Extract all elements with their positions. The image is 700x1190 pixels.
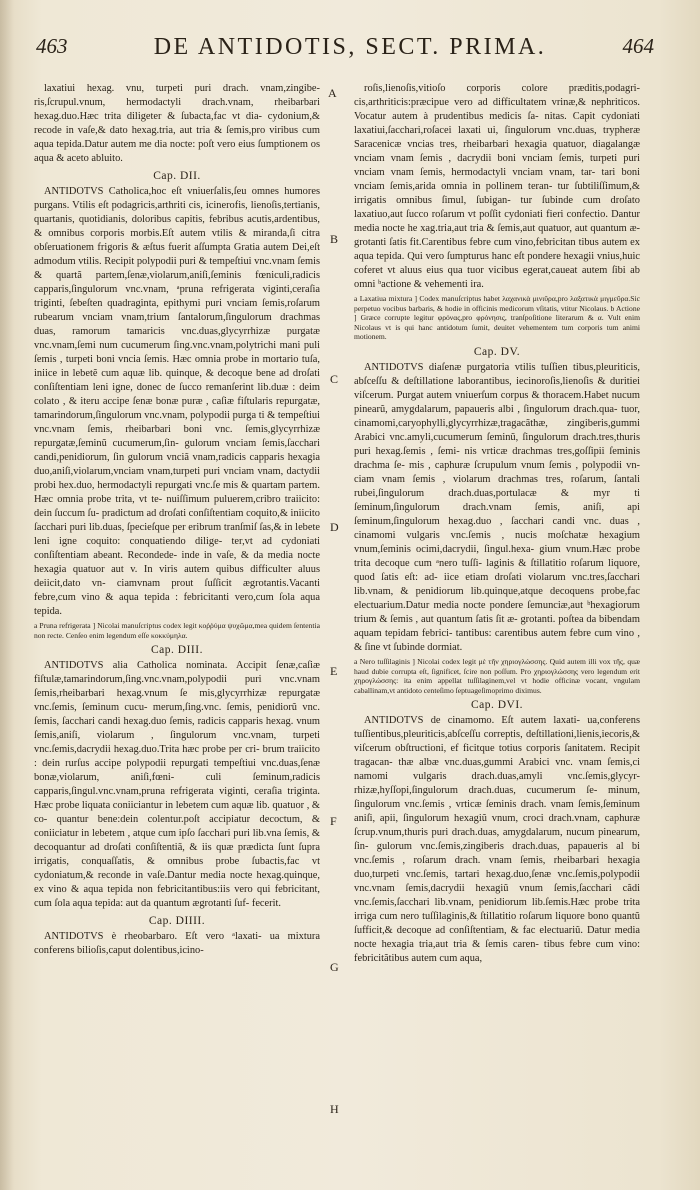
margin-letter-c: C bbox=[330, 372, 339, 386]
chapter-heading: Cap. DVI. bbox=[470, 699, 524, 712]
annotation-note: a Pruna refrigerata ] Nicolai manuſcriptus codex legit κοῤῥύμα ψυχῶμα,mea quidem ſententia non recte. Cenſeo enim legendum eſſe κοκκύμηλα. bbox=[34, 621, 320, 640]
chapter-heading: Cap. DIIII. bbox=[148, 915, 206, 928]
body-paragraph: laxatiui hexag. vnu, turpeti puri drach. vnam,zingibe- ris,ſcrupul.vnum, hermodactyli drach.vnam, rheibarbari hexag.duo.Hæc trita diligeter & ſubacta,fac vt dia- cydonium,& recode in vaſe,& dato hexag.tria, aut tria & ſemis,pro viribus cum aqua tepida.Datur autem me dia nocte: poſt vero eius ſumptionem os aqua & aceto abluito. bbox=[34, 83, 320, 164]
margin-letter-h: H bbox=[330, 1102, 339, 1116]
margin-letter-d: D bbox=[330, 520, 339, 534]
body-paragraph: ANTIDOTVS alia Catholica nominata. Accipit ſenæ,caſiæ fiſtulæ,tamarindorum,ſing.vnc.vnam,polypodii puri vnc.vnam ſemis,rheibarbari hexag.vnum ſe mis,glycyrrhizæ repurgatæ vnc.ſemis, ſeminum cucu- merum,ſing.vnc. ſemis, penidiorũ vnc. ſemis, ſacchari candi hexag.duo ſemis, radicis capparis hexag. vnum ſemis,aniſi, violarum , ſingulorum vnc.vnam, turpeti vnc.ſemis,dacrydii hexag.duo.Trita hæc probe per cri- brum traiicito : dein rurſus accipe polypodii repurgati tempeſtiui vnc.duas,ſenæ bonæ,violarum, aniſi,fœni- culi ſeminum,radicis capparis,ſingul.vnc.vnam,pruna refrigerata viginti, ceraſia triginta. Hæc probe liquata coniiciantur in lebetem cum aquæ lib. quatuor , & co- quantur bene:dein colentur.poſt accipiatur decoctum, & coniiciatur in lebetem , atque cum ipſo ſacchari puri lib.vna ſemis, & decoquantur ad droſati conſiſtentiã, & iis quæ prædicta ſunt ſupra irrigatis, conquaſſatis, & omnibus probe ſubactis,fac vt cydoniatum,& reconde in vaſe.Dantur media nocte hexag.quinque, ex vino & aqua tepida non febricitantibus:iis vero qui febricitant, cum ſola aqua tepida: aut da quantum ægrotanti ſuf- fecerit. bbox=[34, 660, 320, 910]
margin-letter-e: E bbox=[330, 664, 338, 678]
chapter-heading: Cap. DIII. bbox=[151, 644, 203, 657]
body-paragraph: ANTIDOTVS diaſenæ purgatoria vtilis tuſſien tibus,pleuriticis, abſceſſu & deſtillatione laborantibus, iecinoroſis,lienoſis & duritiei viſcerum. Purgat autem vniuerſum corpus & thoracem.Habet nucum pinearũ, amygdalarum, papaueris albi , ſingulorum drach.qua- tuor, cinamomi,caryophylli,glycyrrhizæ,tragacãthæ, zingiberis,gummi Arabici vnc.amyli,cucumerum ſeminũ, ſingulorum drach.tres,thuris puri hexag.ſemis , ſemi- nis vrticæ drachmas tres,goſſipii ſeminis drachma ſe- mis , caphuræ ſcrupulum vnum ſemis , polypodii vn- ciam vnam ſemis , violarum drachmas tres, roſarum, ſantali rubei,ſingulorum drach.duas,portulacæ & myr ti ſeminum,ſingulorum drach.vnam ſemis, aniſi, api ſeminum,ſingulorum hexag.duo , ſacchari candi vnc. duas , cinamomi vulgaris vnc.ſemis , nucis moſchatæ hexagium vnum,ſeminis ocimi,dacrydii, ſingul.hexa- gium vnum.Hæc probe trita decoque cum ᵃnero tuſſi- laginis & ſtillatitio roſarum liquore, quod ſatis eſt: ad- iice etiam droſati violarum vnc.tres,ſacchari lib.vnam, & penidiorum lib.quinque,atque decoquens probe,fac electuarium.Datur media nocte pondere ſemunciæ,aut ᵇhexagiorum trium & ſemis , aut quantum ſatis ſit æ- grotanti. poſtea da bibendam aquam tepidam febrici- tantibus: carentibus autem febre cum vino , & ſine vt ſubinde dormiat. bbox=[354, 361, 640, 653]
margin-letter-a: A bbox=[328, 86, 337, 100]
body-paragraph: roſis,lienoſis,vitioſo corporis colore præditis,podagri- cis,arthriticis:præcipue vero ad difficultatem vrinæ,& nephriticos. Vocatur autem à prudentibus medicis ſa- nitas. Capit cydoniati laxatiui,ſacchari,roſacei laxati ui, ſingulorum vnc.duas, trypheræ Saracenicæ vncias tres, rheibarbari hexagia quatuor, diagalangæ vnciam vnam ſemis , dacrydii boni vnciam ſemis, turpeti puri vnciam vnam ſemis, hermodactyli vnciam vnam, tar- tari boni vnciam ſemis,arida omnia in pollinem teran- tur ſubtiliſſimum,& irrigatis omnibus ſimul, ſubigan- tur ſubinde cum droſato laxatiuo,aut ſucco roſarum vt poſſit cydoniati fieri confectio. Dantur media nocte he xag.tria,aut tria & ſemis,aut quatuor, aut quantum æ- grotanti ſatis fit.Carentibus febre cum vino,febricitan tibus autem ex aqua tepida. Qui vero ſumpturus hanc eſt pondere hexagii vnius,huic coferet vt aluus eius qua tuor vicibus egerat,caueat autem ſibi ab omni ᵇactione & vehementi ira. bbox=[354, 83, 640, 290]
binding-shadow bbox=[0, 0, 14, 1190]
margin-letter-b: B bbox=[330, 232, 339, 246]
annotation-note: a Laxatiua mixtura ] Codex manuſcriptus habet λαχανικὰ μινιῦρα,pro λαξατικὰ μιγμεῦρα.Sic perpetuo vocibus barbaris, & hodie in officinis medicorum vſitatis, vtitur Nicolaus. b Actione ] Græce corrupte legitur φρόνας,pro φρόνησις, tranſpoſitione literarum & α. Vult enim Nicolaus vt is qui hanc antidotum ſumit, deuitet vehementem tum corporis tum animi motionem. bbox=[354, 294, 640, 342]
body-paragraph: ANTIDOTVS de cinamomo. Eſt autem laxati- ua,conferens tuſſientibus,pleuriticis,abſceſſu correptis, deſtillationi,lienis,iecoris,& viſcerum obſtructioni, ef ficitque totius corporis ſanitatem. Recipit tragacan- thæ albæ vnc.duas,gummi Arabici vnc. vnam ſemis,ci namomi vulgaris drach.duas,amyli vnc.ſemis,glycyr- rhizæ,hyſſopi,ſingulorum drach.duas, cucumerum ſe- minum, ſingulorum vnc.ſemis , vrticæ ſeminis drach. vnam ſemis,ſeminum aniſi, apii, ſingulorum hexagiũ vnum, croci drach.vnam, caphuræ ſcrup.vnum,thuris puri drach.duas, amygdalarum, nucum pinearum, ſin- gulorum vnc.ſemis,zingiberis drach.duas, papaueris al bi vnc.ſemis , roſarum drach. vnam ſemis, rheibarbari hexagia duo,turpeti vnc.ſemis, tartari hexag.duo,ſenæ vnc.ſemis,polypodii vnc.vnam ſemis,dacrydii hexagiũ vnum ſemis,ſacchari cãdi vnc.ſemis,ſacchari lib.vnam, penidiorum lib.ſemis.Hæc probe trita irriga cum nero tuſſilaginis,& ſtillatitio roſarum liquore bono quantũ ſufficit,& decoque ad conſiſtentiam, & fac electuariũ. Datur media nocte hexagia tria,aut tria & ſemis caren- tibus febre cum vino: febricitãtibus autem cum aqua, bbox=[354, 715, 640, 965]
running-header bbox=[0, 34, 700, 74]
chapter-heading: Cap. DII. bbox=[153, 170, 201, 182]
page-number-left: 463 bbox=[36, 34, 68, 58]
right-column bbox=[354, 82, 640, 966]
chapter-heading: Cap. DV. bbox=[473, 345, 521, 358]
annotation-note: a Nero tuſſilaginis ] Nicolai codex legit μὲ τῆν χηριογλώσσης. Quid autem illi vox τῆς, quæ haud dubie corrupta eſt, ſignificet, ſcire non poſſum. Pro χηριογλώσσης vero legendum erit χηρογλώσσης: ita enim appellat tuſſilaginem,vel vt hodie officinæ vocant, vngulam caballinam,vt antidoto centeſimo ſeptuageſimoprimo diximus. bbox=[354, 656, 640, 695]
body-paragraph: ANTIDOTVS Catholica,hoc eſt vniuerſalis,ſeu omnes humores purgans. Vtilis eſt podagricis,arthriti cis, icinerofis, lienoſis,tertianis, quartanis, quotidianis, doloribus capitis, febribus acutis,ardentibus, & omnibus corporis morbis.Eſt autem vtilis & miranda,ſi citra obſeruationem frigoris & æſtus fuerit aſſumpta Gratia autem Dei,eſt admodum vtilis. Recipit polypodii puri & tempeſtiui vnc.vnam ſemis & quartã partem,ſenæ,violarum,aniſi,ſeminis fœniculi,radicis capparis,ſingulorum vnc.vnam, ᵃpruna refrigerata viginti,ceraſia triginti, ſebeſten quadraginta, epithymi puri vnciam ſemis,roſarum rubearum vnciam vnam,trium ſantalorum,ſingulorum drachmas duas, ramorum tamaricis vnc.duas,glycyrrhizæ purgatæ vnc.vnam,ſemi num cucumerum ſing.vnc.vnam,polytrichi mani puli ſemis , turpeti boni vncia ſemis. Hæc omnia probe in mortario tuſa, iniice in lebetẽ cum aquæ lib. quinque, & decoque bene ad droſati conſiſtentiam leni igne, donec de ſucco remanſerint lib.duæ : deim colato , & iteru accipe ſenæ bonæ puræ , caſiæ fiſtularis repurgatæ, tamarindorum,ſingulorum vnc.vnam, polypodii purga ti & tempeſtiui vnc.vnam ſemis, rheibarbari boni vnc. ſemis,glycyrrhizæ repurgatæ,ſeminũ cucumerum,ſin- gulorum vnciam ſemis,ſacchari candi,penidiorum, ſin gulorum vnciã vnam,radicis capparis hexagia duo,aniſi,violarum,vnciam vnam,turpeti puri vnciam vnam, dactydii probi hex.duo, hermodactyli repurgati vnc.ſe mis & quartam partem. Hæc omnia probe trita, vt te- nuiſſimum puluerem,cribro traiicito: dein ſuccum ſu- pradictum ad droſati conſiſtentiam coquito,& iniicito ſacchari puri lib.duas, ſpecieſque per eribrum tranſmiſ ſas,& in lebete leni igne coquito: conquatiendo dilige- ter,vt ad cydoniati conſiſtentiam abeant. Recondede- inde in vaſe, & da media nocte hexagia quatuor aut v. In viris autem quibus difficulter aluus deiicit,dato vn- ciamvnam prout ſuſſicit ægrotantis.Vacanti febre,cum vino & aqua tepida : febricitanti vero,cum ſola aqua tepida. bbox=[34, 186, 320, 617]
left-column bbox=[34, 82, 320, 958]
margin-letter-g: G bbox=[330, 960, 339, 974]
running-title: DE ANTIDOTIS, SECT. PRIMA. bbox=[153, 34, 547, 60]
page-number-right: 464 bbox=[622, 34, 654, 58]
body-paragraph: ANTIDOTVS è rheobarbaro. Eſt vero ᵃlaxati- ua mixtura conferens bilioſis,caput dolentibus,icino- bbox=[34, 931, 320, 957]
margin-letter-f: F bbox=[330, 814, 337, 828]
